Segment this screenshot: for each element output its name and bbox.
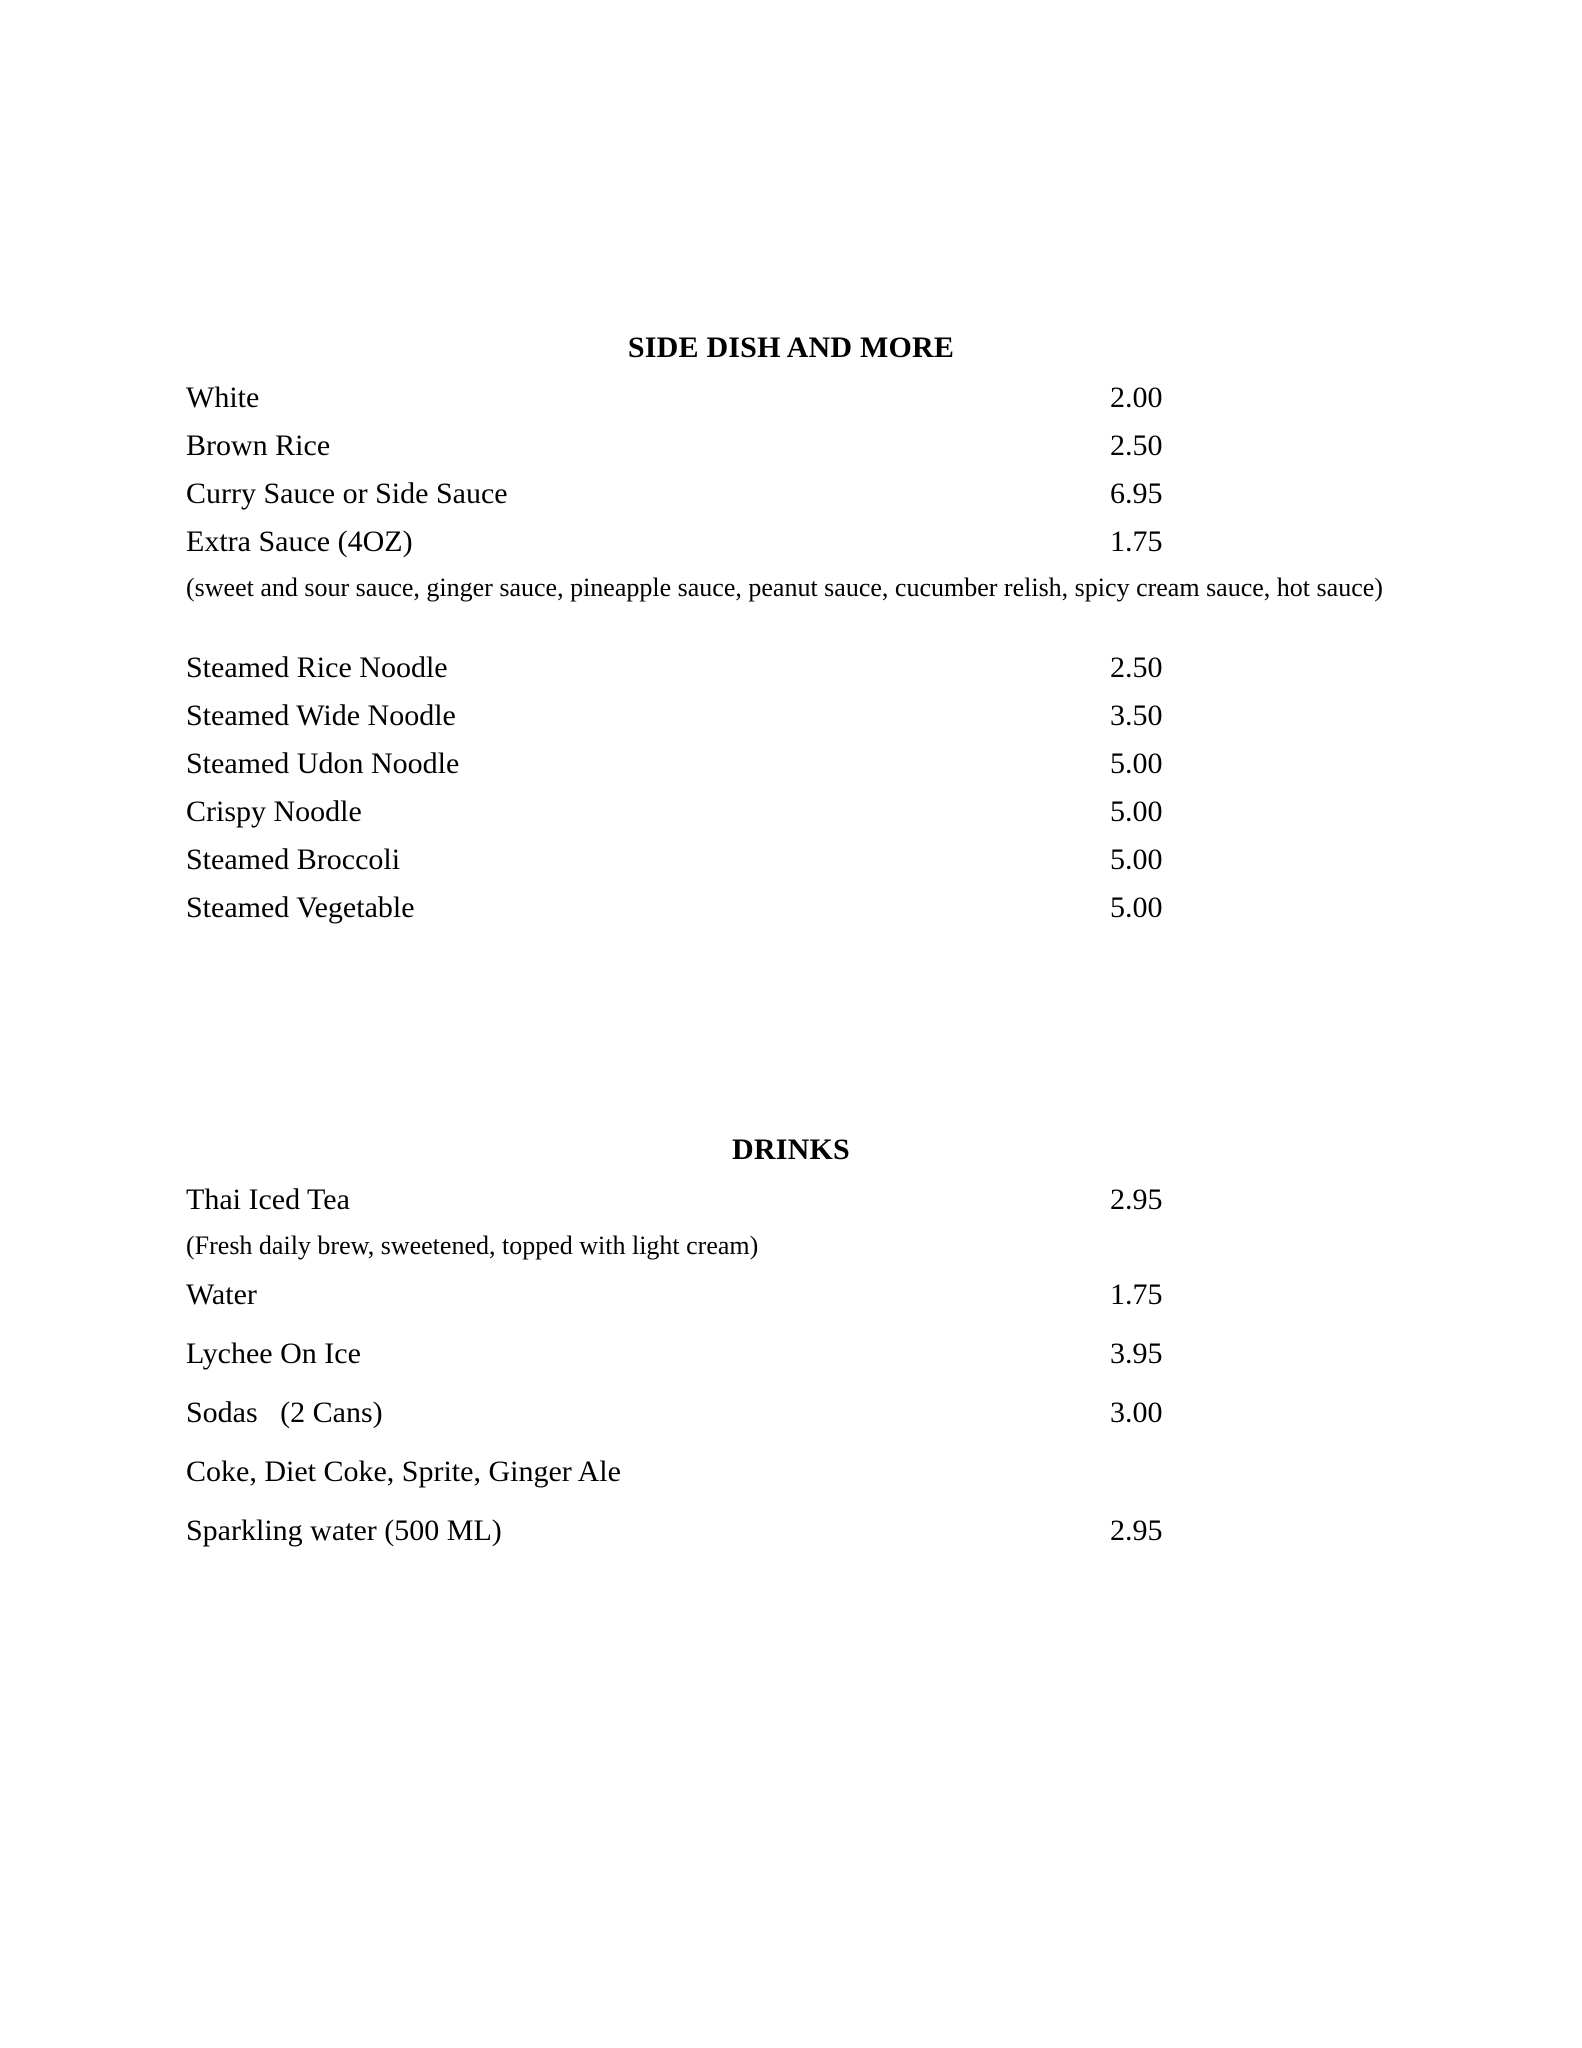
menu-item	[186, 522, 1216, 562]
menu-item	[186, 792, 1216, 832]
menu-item-name: Crispy Noodle	[186, 795, 362, 828]
menu-item-name: Brown Rice	[186, 429, 331, 462]
menu-item-price: 5.00	[1110, 891, 1163, 924]
menu-item	[186, 1334, 1216, 1374]
menu-item-price: 5.00	[1110, 843, 1163, 876]
menu-item-price: 2.95	[1110, 1183, 1163, 1216]
menu-item	[186, 1180, 1216, 1220]
menu-item-price: 3.95	[1110, 1337, 1163, 1370]
soda-flavors-text: Coke, Diet Coke, Sprite, Ginger Ale	[186, 1455, 621, 1488]
menu-item-name: Curry Sauce or Side Sauce	[186, 477, 508, 510]
menu-item-name: Steamed Udon Noodle	[186, 747, 460, 780]
drinks-section-title: DRINKS	[732, 1133, 850, 1166]
menu-item	[186, 474, 1216, 514]
menu-item-name: Thai Iced Tea	[186, 1183, 350, 1216]
menu-item	[186, 1511, 1216, 1551]
menu-item-price: 3.00	[1110, 1396, 1163, 1429]
menu-item-name: White	[186, 381, 260, 414]
menu-item-name: Steamed Rice Noodle	[186, 651, 448, 684]
menu-item-price: 6.95	[1110, 477, 1163, 510]
thai-tea-note: (Fresh daily brew, sweetened, topped with light cream)	[186, 1231, 759, 1260]
menu-item-name: Sparkling water (500 ML)	[186, 1514, 502, 1547]
menu-item	[186, 1393, 1216, 1433]
menu-item-price: 2.95	[1110, 1514, 1163, 1547]
menu-item	[186, 840, 1216, 880]
menu-item-name: Water	[186, 1278, 257, 1311]
menu-item	[186, 648, 1216, 688]
menu-item-price: 2.00	[1110, 381, 1163, 414]
menu-item-price: 2.50	[1110, 429, 1163, 462]
menu-item	[186, 744, 1216, 784]
menu-item	[186, 1275, 1216, 1315]
menu-item-price: 5.00	[1110, 795, 1163, 828]
menu-item	[186, 696, 1216, 736]
menu-item-price: 1.75	[1110, 525, 1163, 558]
menu-item-price: 5.00	[1110, 747, 1163, 780]
menu-item-name: Sodas (2 Cans)	[186, 1396, 383, 1429]
menu-item-name: Steamed Vegetable	[186, 891, 415, 924]
menu-item	[186, 888, 1216, 928]
menu-item-price: 2.50	[1110, 651, 1163, 684]
menu-item-name: Steamed Wide Noodle	[186, 699, 456, 732]
menu-item-name: Extra Sauce (4OZ)	[186, 525, 413, 558]
menu-item	[186, 426, 1216, 466]
menu-item-price: 1.75	[1110, 1278, 1163, 1311]
side-dish-section-title: SIDE DISH AND MORE	[627, 331, 955, 364]
soda-flavors	[186, 1452, 1216, 1492]
sauce-options-note: (sweet and sour sauce, ginger sauce, pineapple sauce, peanut sauce, cucumber relish, spicy cream sauce, hot sauce)	[186, 573, 1383, 602]
menu-item-name: Lychee On Ice	[186, 1337, 361, 1370]
menu-item-name: Steamed Broccoli	[186, 843, 401, 876]
menu-item-price: 3.50	[1110, 699, 1163, 732]
menu-item	[186, 378, 1216, 418]
